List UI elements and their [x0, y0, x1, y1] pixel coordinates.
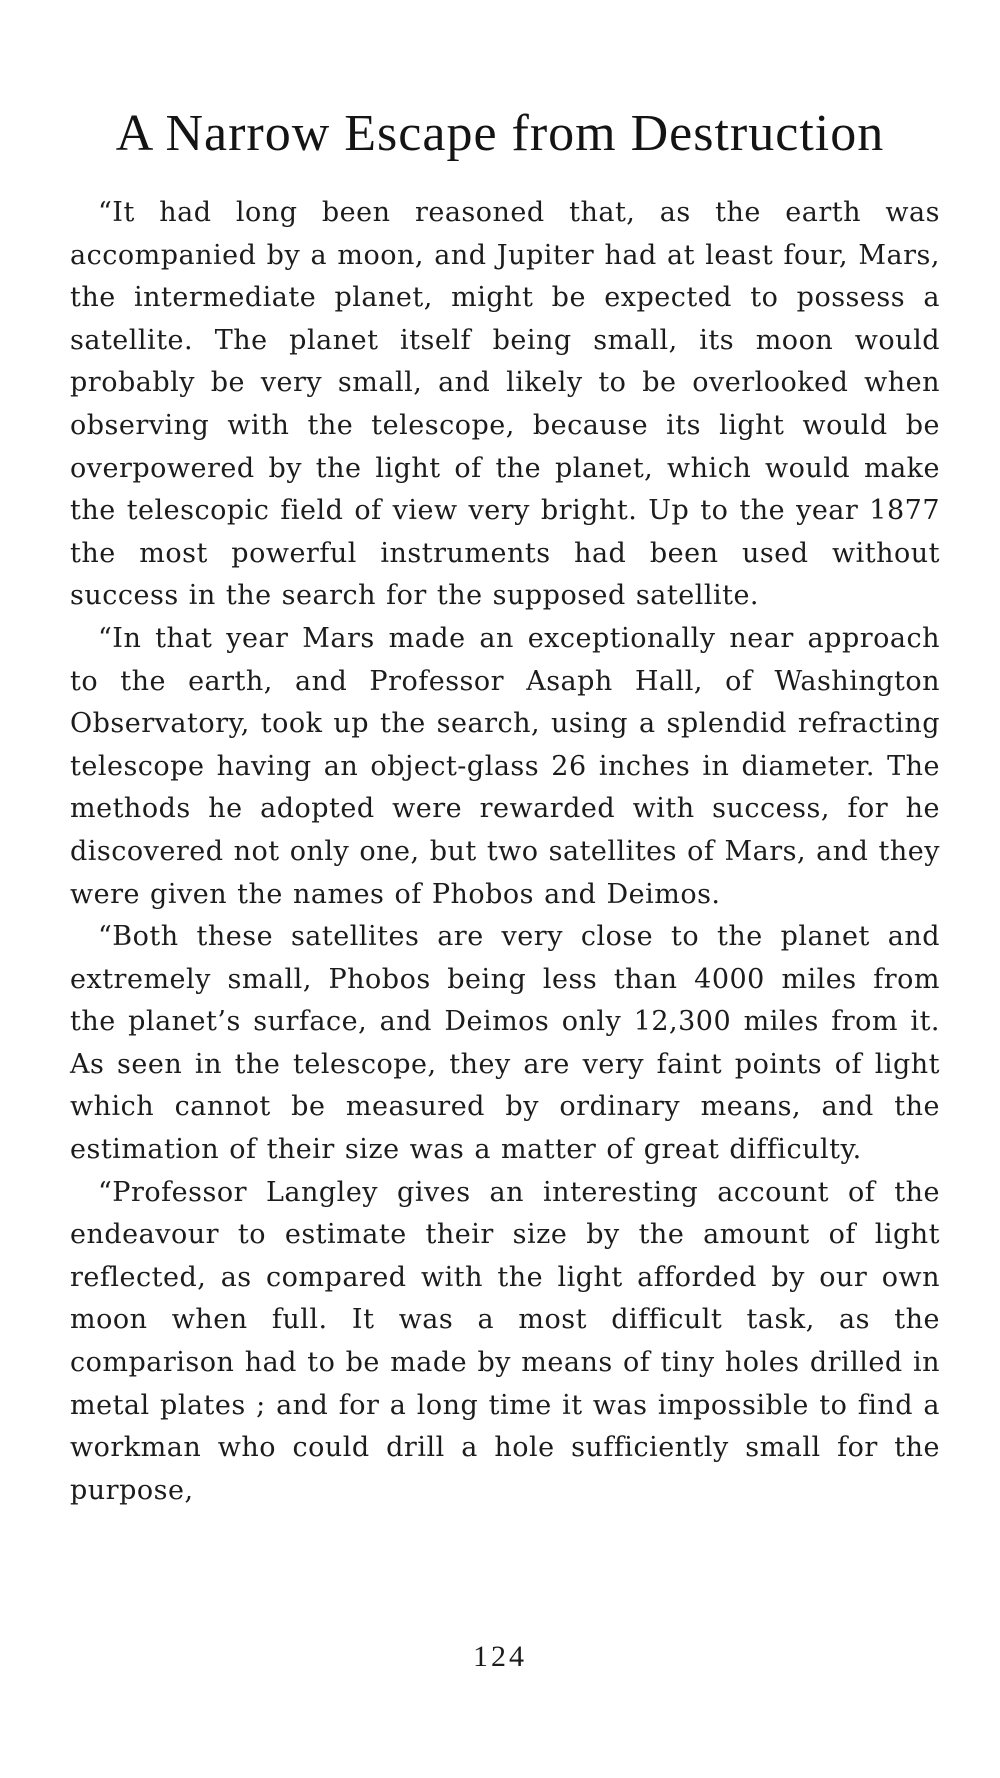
paragraph: “It had long been reasoned that, as the earth was accompanied by a moon, and Jupiter had at least four, Mars, the intermediate planet, might be expected to possess a satellite. The planet itself being small, its moon would probably be very small, and likely to be overlooked when observing with the telescope, because its light would be overpowered by the light of the planet, which would make the telescopic field of view very bright. Up to the year 1877 the most powerful instruments had been used without success in the search for the supposed satellite. — [70, 197, 940, 612]
paragraph: “Professor Langley gives an interesting account of the endeavour to estimate their size by the amount of light reflected, as compared with the light afforded by our own moon when full. It was a most difficult task, as the comparison had to be made by means of tiny holes drilled in metal plates ; and for a long time it was impossible to find a workman who could drill a hole sufficiently small for the purpose, — [70, 1176, 940, 1506]
page-number: 124 — [473, 1640, 527, 1673]
page-title: A Narrow Escape from Destruction — [115, 105, 885, 162]
body-text — [70, 192, 940, 1512]
paragraph: “Both these satellites are very close to the planet and extremely small, Phobos being less than 4000 miles from the planet’s surface, and Deimos only 12,300 miles from it. As seen in the telescope, they are very faint points of light which cannot be measured by ordinary means, and the estimation of their size was a matter of great difficulty. — [70, 921, 940, 1166]
paragraph: “In that year Mars made an exceptionally near approach to the earth, and Professor Asaph Hall, of Washington Observatory, took up the search, using a splendid refracting telescope having an object-glass 26 inches in diameter. The methods he adopted were rewarded with success, for he discovered not only one, but two satellites of Mars, and they were given the names of Phobos and Deimos. — [70, 622, 940, 910]
